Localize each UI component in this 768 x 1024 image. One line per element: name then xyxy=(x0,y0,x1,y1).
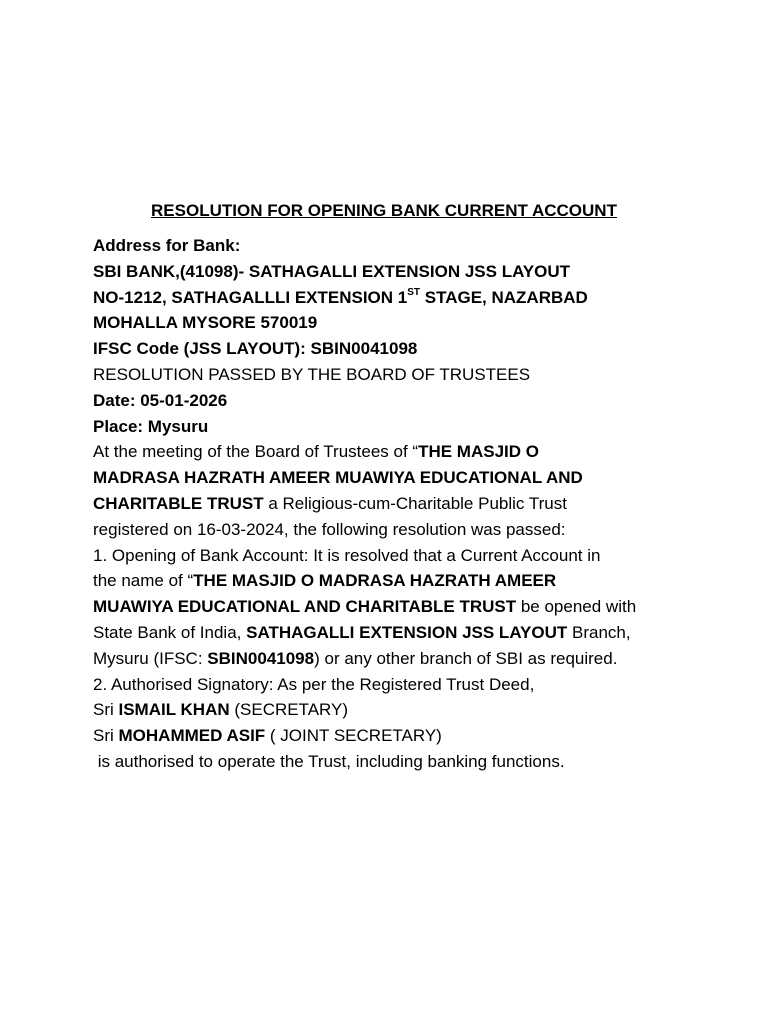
item-1-line-3 xyxy=(93,594,693,620)
item-1-line-4 xyxy=(93,620,693,646)
paragraph-1-intro: At the meeting of the Board of Trustees of “ xyxy=(93,442,419,462)
bank-address-line-2 xyxy=(93,285,693,311)
trust-description: a Religious-cum-Charitable Public Trust xyxy=(263,493,567,513)
item-1-line-1: 1. Opening of Bank Account: It is resolved that a Current Account in xyxy=(93,545,601,565)
bank-address-line-2-end: STAGE, NAZARBAD xyxy=(420,287,588,307)
item-1-bank-name: State Bank of India, xyxy=(93,622,247,642)
item-1-ifsc-code: SBIN0041098 xyxy=(207,648,315,668)
item-1-opened-with: be opened with xyxy=(516,597,637,617)
paragraph-1-line-4: registered on 16-03-2024, the following resolution was passed: xyxy=(93,519,566,539)
bank-address-line-1: SBI BANK,(41098)- SATHAGALLI EXTENSION JSS LAYOUT xyxy=(93,261,571,281)
ordinal-suffix: ST xyxy=(407,286,421,298)
item-1-branch-word: Branch, xyxy=(567,622,631,642)
item-1-ifsc-prefix: Mysuru (IFSC: xyxy=(93,648,208,668)
paragraph-1-line-3 xyxy=(93,491,693,517)
resolution-passed-line: RESOLUTION PASSED BY THE BOARD OF TRUSTEES xyxy=(93,364,531,384)
signatory-2-name: MOHAMMED ASIF xyxy=(118,726,266,746)
resolution-place: Place: Mysuru xyxy=(93,416,209,436)
item-1-branch-name: SATHAGALLI EXTENSION JSS LAYOUT xyxy=(246,622,568,642)
trust-name-part-3: CHARITABLE TRUST xyxy=(93,493,264,513)
signatory-1 xyxy=(93,697,693,723)
trust-name-part-1: THE MASJID O xyxy=(418,442,539,462)
bank-address-line-2-start: NO-1212, SATHAGALLLI EXTENSION 1 xyxy=(93,287,408,307)
signatory-2-role: ( JOINT SECRETARY) xyxy=(265,726,442,746)
address-heading: Address for Bank: xyxy=(93,236,241,255)
bank-address-line-3: MOHALLA MYSORE 570019 xyxy=(93,313,318,333)
closing-line: is authorised to operate the Trust, including banking functions. xyxy=(93,751,565,771)
item-1-ifsc-suffix: ) or any other branch of SBI as required. xyxy=(314,648,618,668)
item-1-line-5 xyxy=(93,646,693,672)
signatory-2 xyxy=(93,723,693,749)
ifsc-code-line: IFSC Code (JSS LAYOUT): SBIN0041098 xyxy=(93,339,418,359)
signatory-1-role: (SECRETARY) xyxy=(229,700,349,720)
item-1-trust-name-2: MUAWIYA EDUCATIONAL AND CHARITABLE TRUST xyxy=(93,597,517,617)
item-1-line-2 xyxy=(93,568,693,594)
item-2-line-1: 2. Authorised Signatory: As per the Registered Trust Deed, xyxy=(93,674,535,694)
document-title: RESOLUTION FOR OPENING BANK CURRENT ACCOUNT xyxy=(151,201,617,220)
resolution-date: Date: 05-01-2026 xyxy=(93,390,228,410)
item-1-name-prefix: the name of “ xyxy=(93,571,194,591)
signatory-1-prefix: Sri xyxy=(93,700,119,720)
document-body xyxy=(93,233,693,775)
item-1-trust-name-1: THE MASJID O MADRASA HAZRATH AMEER xyxy=(193,571,557,591)
paragraph-1-line-2: MADRASA HAZRATH AMEER MUAWIYA EDUCATIONAL AND xyxy=(93,468,583,488)
paragraph-1-line-1 xyxy=(93,439,693,465)
signatory-2-prefix: Sri xyxy=(93,726,119,746)
signatory-1-name: ISMAIL KHAN xyxy=(118,700,230,720)
